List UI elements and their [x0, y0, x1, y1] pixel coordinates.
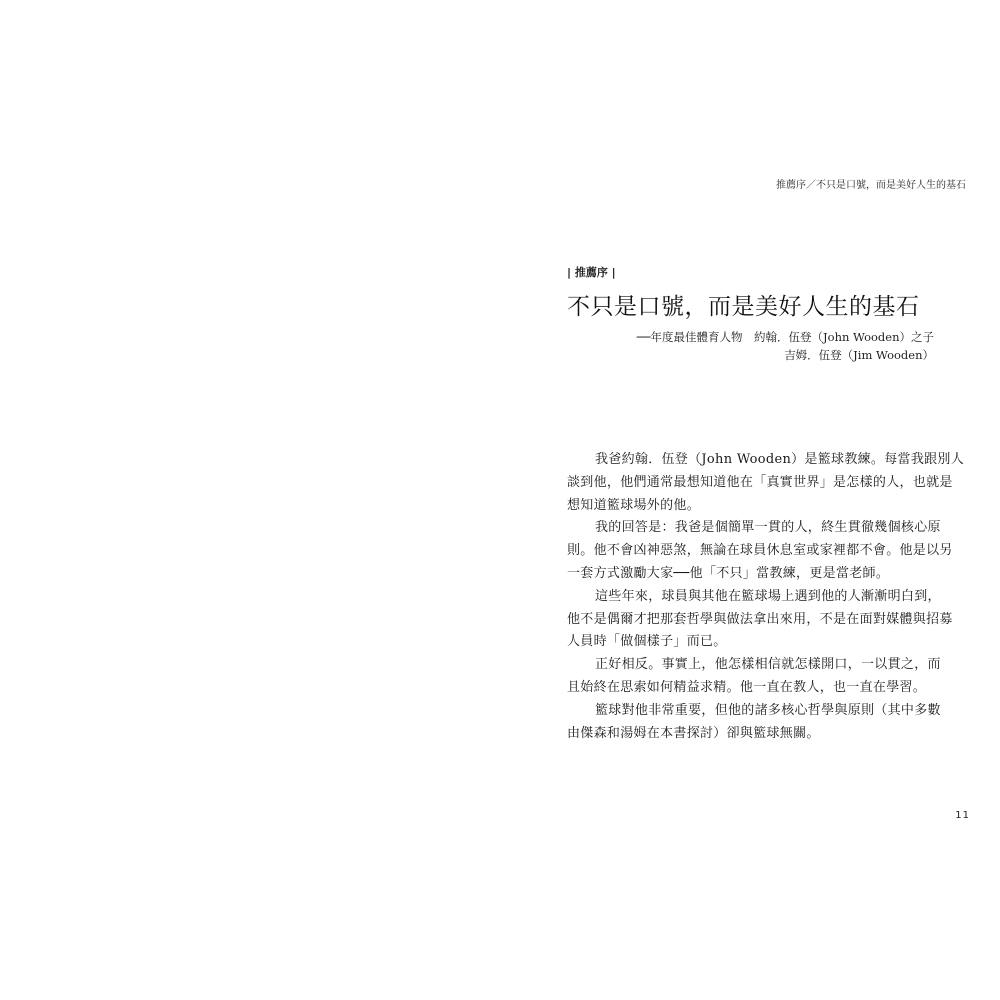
body-line: 這些年來，球員與其他在籃球場上遇到他的人漸漸明白到， — [595, 588, 941, 604]
body-line: 我的回答是：我爸是個簡單一貫的人，終生貫徹幾個核心原 — [595, 520, 941, 536]
section-tag: | 推薦序 | — [567, 266, 616, 279]
body-line: 人員時「做個樣子」而已。 — [567, 634, 727, 650]
body-line: 談到他，他們通常最想知道他在「真實世界」是怎樣的人，也就是 — [567, 474, 953, 490]
body-line: 且始終在思索如何精益求精。他一直在教人，也一直在學習。 — [567, 679, 927, 695]
body-text — [567, 449, 965, 745]
body-line: 想知道籃球場外的他。 — [567, 497, 701, 513]
body-line: 一套方式激勵大家──他「不只」當教練，更是當老師。 — [567, 565, 890, 581]
byline — [637, 328, 934, 364]
body-line: 則。他不會凶神惡煞，無論在球員休息室或家裡都不會。他是以另 — [567, 543, 953, 559]
body-line: 由傑森和湯姆在本書探討）卻與籃球無關。 — [567, 725, 820, 741]
body-line: 正好相反。事實上，他怎樣相信就怎樣開口，一以貫之，而 — [595, 657, 941, 673]
page-number: 11 — [955, 810, 970, 821]
running-header: 推薦序／不只是口號，而是美好人生的基石 — [776, 180, 966, 191]
body-line: 他不是偶爾才把那套哲學與做法拿出來用，不是在面對媒體與招募 — [567, 611, 953, 627]
byline-line-2: 吉姆．伍登（Jim Wooden） — [784, 348, 934, 362]
byline-line-1: ──年度最佳體育人物 約翰．伍登（John Wooden）之子 — [636, 330, 934, 344]
chapter-title: 不只是口號，而是美好人生的基石 — [567, 294, 920, 320]
body-line: 籃球對他非常重要，但他的諸多核心哲學與原則（其中多數 — [595, 702, 941, 718]
body-line: 我爸約翰．伍登（John Wooden）是籃球教練。每當我跟別人 — [595, 452, 965, 467]
